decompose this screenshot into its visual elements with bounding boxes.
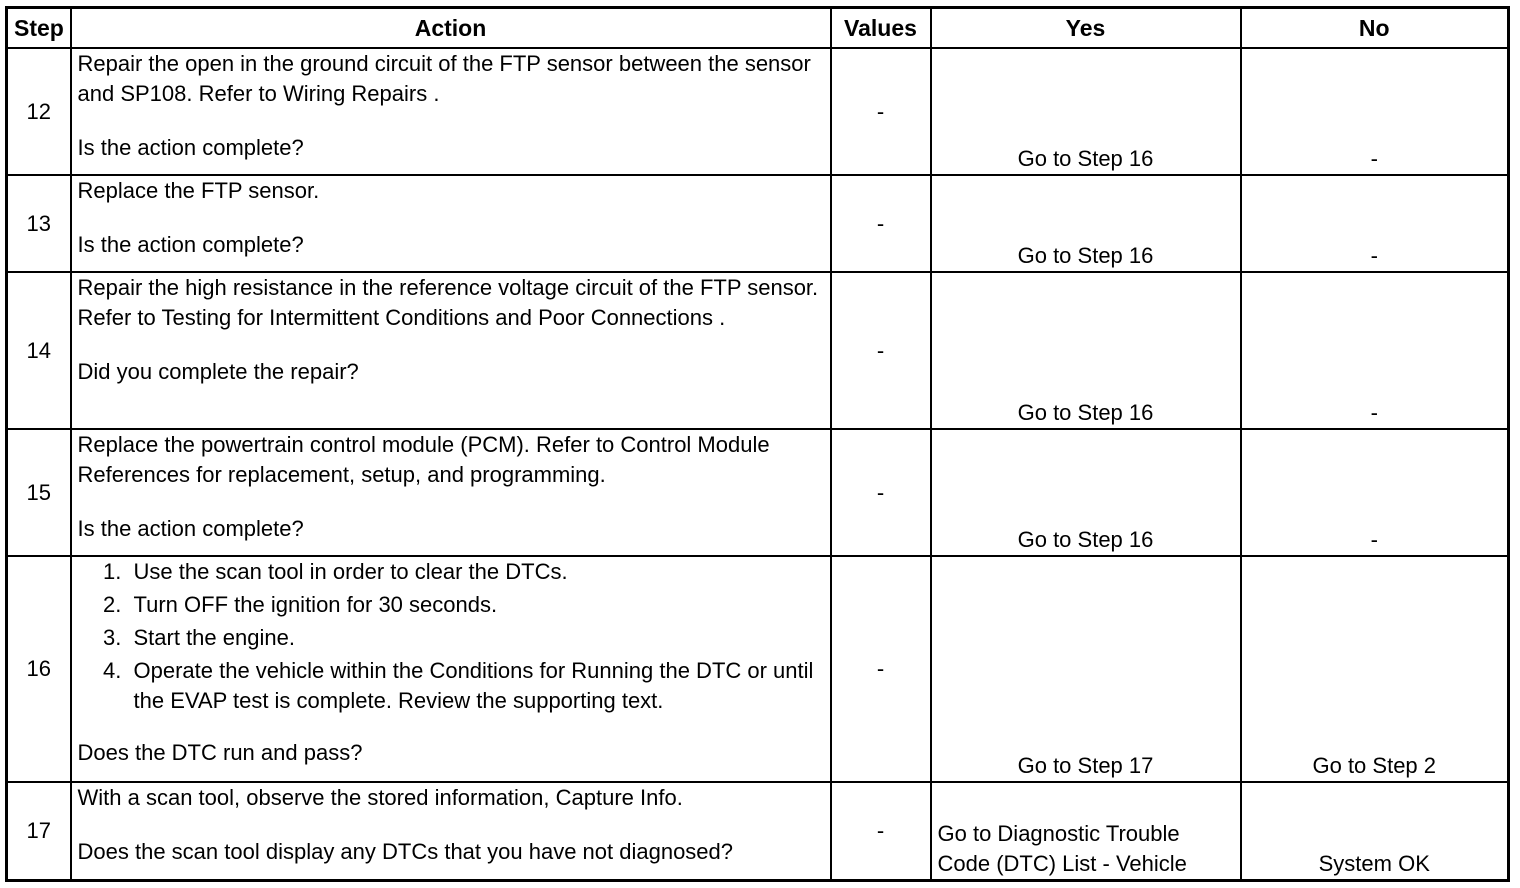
- procedure-list: [78, 557, 824, 716]
- diagnostic-table: [5, 6, 1510, 882]
- step-number: 14: [7, 272, 71, 429]
- yes-cell: Go to Step 16: [931, 429, 1241, 556]
- no-cell: -: [1241, 175, 1509, 272]
- header-row: [7, 8, 1509, 49]
- action-text: Repair the high resistance in the reference voltage circuit of the FTP sensor. Refer to Testing for Intermittent Conditions and Poor Connections .: [77, 275, 819, 331]
- action-question: Is the action complete?: [77, 135, 304, 160]
- action-cell: [71, 782, 831, 880]
- no-cell: Go to Step 2: [1241, 556, 1509, 782]
- header-action: Action: [71, 8, 831, 49]
- action-text: Repair the open in the ground circuit of the FTP sensor between the sensor and SP108. Refer to Wiring Repairs .: [77, 51, 811, 106]
- yes-cell: Go to Diagnostic Trouble Code (DTC) List - Vehicle: [931, 782, 1241, 880]
- action-cell: [71, 175, 831, 272]
- action-text: Replace the powertrain control module (PCM). Refer to Control Module References for replacement, setup, and programming.: [77, 432, 770, 488]
- table-row: [7, 782, 1509, 880]
- action-cell: [71, 272, 831, 429]
- step-number: 15: [7, 429, 71, 556]
- no-cell: -: [1241, 272, 1509, 429]
- values-cell: -: [831, 429, 931, 556]
- action-cell: [71, 556, 831, 782]
- no-cell: System OK: [1241, 782, 1509, 880]
- action-question: Does the DTC run and pass?: [77, 740, 363, 766]
- step-number: 17: [7, 782, 71, 880]
- values-cell: -: [831, 48, 931, 175]
- procedure-item: 1. Use the scan tool in order to clear the DTCs.: [128, 557, 824, 587]
- table-row: [7, 272, 1509, 429]
- header-no: No: [1241, 8, 1509, 49]
- yes-cell: Go to Step 16: [931, 175, 1241, 272]
- header-yes: Yes: [931, 8, 1241, 49]
- no-cell: -: [1241, 48, 1509, 175]
- step-number: 13: [7, 175, 71, 272]
- values-cell: -: [831, 272, 931, 429]
- header-step: Step: [7, 8, 71, 49]
- table-row: [7, 556, 1509, 782]
- action-cell: [71, 48, 831, 175]
- procedure-item: 4. Operate the vehicle within the Conditions for Running the DTC or until the EVAP test is complete. Review the supporting text.: [128, 656, 824, 716]
- values-cell: -: [831, 556, 931, 782]
- values-cell: -: [831, 175, 931, 272]
- action-text: With a scan tool, observe the stored information, Capture Info.: [77, 785, 683, 811]
- action-question: Does the scan tool display any DTCs that you have not diagnosed?: [77, 839, 734, 865]
- action-text: Replace the FTP sensor.: [77, 178, 320, 204]
- step-number: 12: [7, 48, 71, 175]
- action-cell: [71, 429, 831, 556]
- yes-cell: Go to Step 16: [931, 48, 1241, 175]
- header-values: Values: [831, 8, 931, 49]
- table-row: [7, 48, 1509, 175]
- action-question: Did you complete the repair?: [77, 359, 359, 385]
- yes-cell: Go to Step 16: [931, 272, 1241, 429]
- yes-cell: Go to Step 17: [931, 556, 1241, 782]
- no-cell: -: [1241, 429, 1509, 556]
- step-number: 16: [7, 556, 71, 782]
- table-row: [7, 175, 1509, 272]
- action-question: Is the action complete?: [77, 516, 304, 542]
- procedure-item: 3. Start the engine.: [128, 623, 824, 653]
- values-cell: -: [831, 782, 931, 880]
- table-row: [7, 429, 1509, 556]
- action-question: Is the action complete?: [77, 232, 304, 258]
- procedure-item: 2. Turn OFF the ignition for 30 seconds.: [128, 590, 824, 620]
